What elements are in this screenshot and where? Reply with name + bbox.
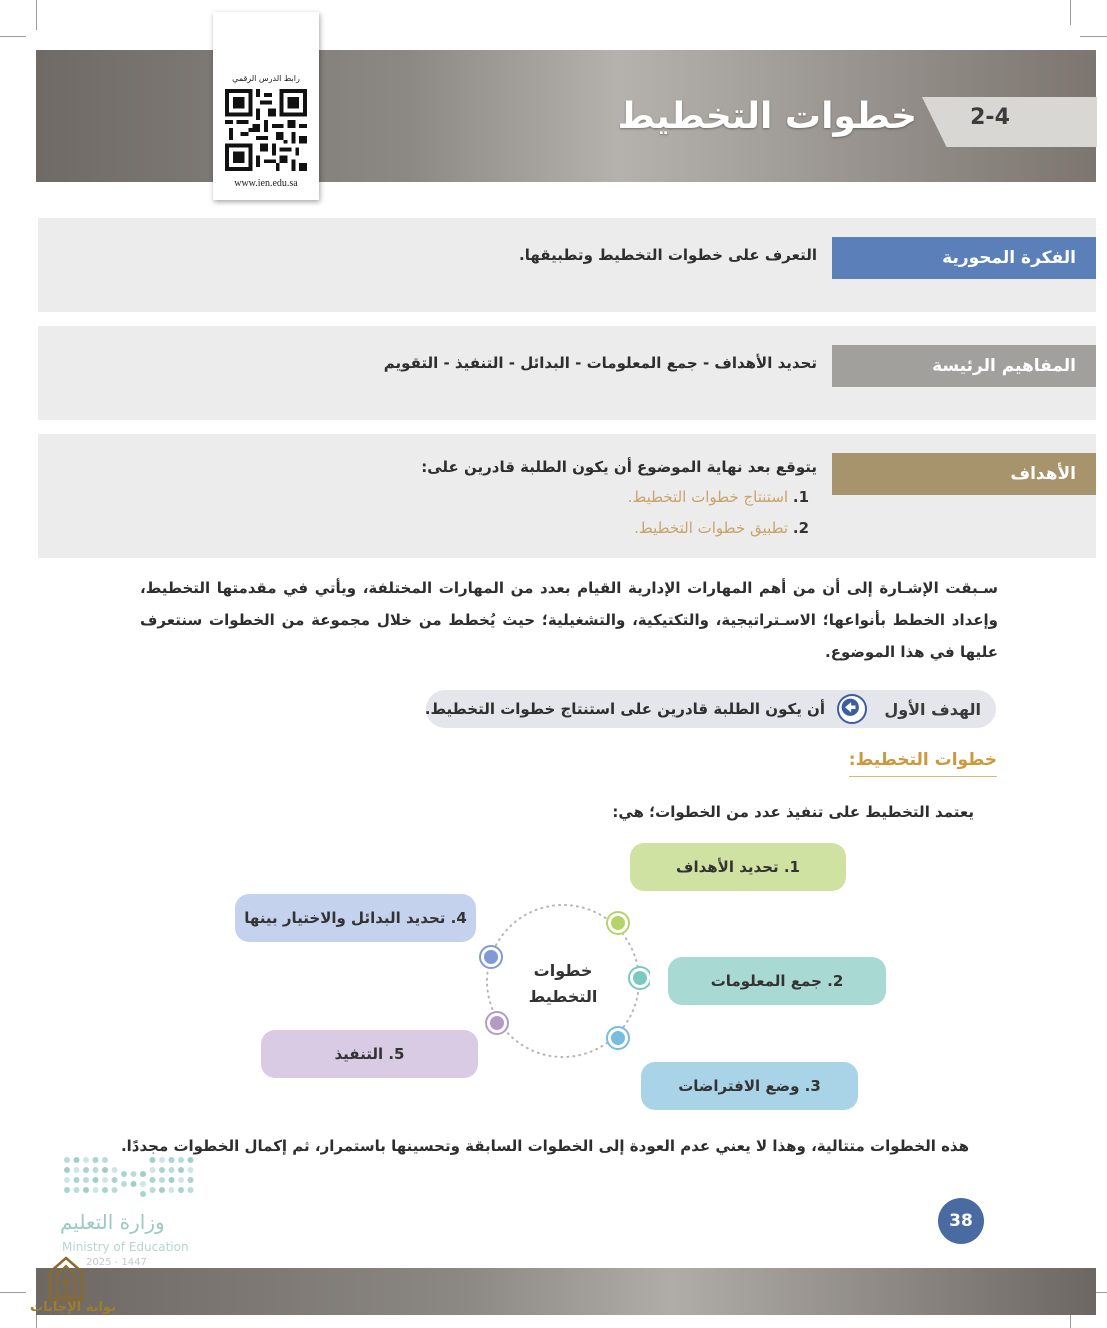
logo-dot <box>188 1157 194 1163</box>
logo-dot <box>64 1167 70 1173</box>
step-connector-dot-center <box>484 950 498 964</box>
qr-card[interactable] <box>213 12 319 200</box>
logo-dot <box>93 1157 99 1163</box>
qr-caption: رابط الدرس الرقمي <box>232 74 300 83</box>
footer-banner <box>36 1268 1096 1315</box>
steps-intro: يعتمد التخطيط على تنفيذ عدد من الخطوات؛ هي: <box>612 803 974 821</box>
lesson-title: خطوات التخطيط <box>617 96 917 137</box>
objective-text: تطبيق خطوات التخطيط. <box>634 519 789 537</box>
logo-dot <box>112 1187 118 1193</box>
logo-dot <box>64 1157 70 1163</box>
objectives-label: الأهداف <box>832 453 1096 495</box>
logo-dot <box>169 1167 175 1173</box>
logo-dot <box>93 1177 99 1183</box>
logo-dot <box>140 1181 146 1187</box>
step-identify-alternatives: 4. تحديد البدائل والاختيار بينها <box>235 894 476 942</box>
objective-item <box>634 519 809 537</box>
key-concepts-label: المفاهيم الرئيسة <box>832 345 1096 387</box>
logo-dot <box>140 1191 146 1197</box>
goal-label: الهدف الأول <box>884 700 981 719</box>
logo-dot <box>83 1167 89 1173</box>
step-execution: 5. التنفيذ <box>261 1030 478 1078</box>
key-concepts-text: تحديد الأهداف - جمع المعلومات - البدائل - التنفيذ - التقويم <box>383 354 817 372</box>
diagram-center-line1: خطوات <box>533 961 593 980</box>
logo-dot <box>159 1157 165 1163</box>
logo-dot <box>64 1187 70 1193</box>
step-gather-information: 2. جمع المعلومات <box>668 957 886 1005</box>
logo-dot <box>121 1181 127 1187</box>
logo-dot <box>121 1171 127 1177</box>
logo-dot <box>178 1157 184 1163</box>
logo-dot <box>102 1157 108 1163</box>
diagram-center-label <box>515 958 611 1010</box>
logo-dot <box>102 1167 108 1173</box>
step-set-assumptions: 3. وضع الافتراضات <box>641 1062 858 1110</box>
qr-url[interactable]: www.ien.edu.sa <box>234 178 298 189</box>
intro-paragraph: سـبقت الإشـارة إلى أن من أهم المهارات الإدارية القيام بعدد من المهارات المختلفة، ويأتي في مقدمتها التخطيط، وإعداد الخطط بأنواعها؛ الاسـتراتيجية، والتكتيكية، والتشغيلية؛ حيث يُخطط من خلال مجموعة من الخطوات سنتعرف عليها في هذا الموضوع. <box>140 579 998 661</box>
logo-dot <box>93 1167 99 1173</box>
logo-dot <box>64 1177 70 1183</box>
logo-dot <box>178 1177 184 1183</box>
logo-dot <box>188 1187 194 1193</box>
watermark-logo-icon <box>44 1256 88 1302</box>
qr-code-icon[interactable] <box>225 89 307 171</box>
step-connector-dot-center <box>611 1031 625 1045</box>
watermark-text: بوابة الإجابات <box>30 1300 116 1315</box>
logo-dot <box>102 1187 108 1193</box>
objective-item <box>628 488 809 506</box>
logo-dot <box>140 1171 146 1177</box>
logo-dot <box>150 1157 156 1163</box>
logo-dot <box>178 1167 184 1173</box>
logo-dot <box>131 1171 137 1177</box>
logo-dot <box>159 1177 165 1183</box>
logo-dot <box>150 1177 156 1183</box>
logo-dot <box>169 1157 175 1163</box>
logo-dot <box>150 1167 156 1173</box>
central-idea-label: الفكرة المحورية <box>832 237 1096 279</box>
step-set-goals: 1. تحديد الأهداف <box>630 843 846 891</box>
logo-dot <box>159 1187 165 1193</box>
objective-number: 1. <box>792 488 809 506</box>
ministry-name-arabic: وزارة التعليم <box>60 1210 165 1234</box>
logo-dot <box>102 1177 108 1183</box>
objectives-intro: يتوقع بعد نهاية الموضوع أن يكون الطلبة قادرين على: <box>421 458 817 476</box>
logo-dot <box>150 1187 156 1193</box>
step-connector-dot-center <box>490 1016 504 1030</box>
step-connector-dot-center <box>611 916 625 930</box>
goal-text: أن يكون الطلبة قادرين على استنتاج خطوات التخطيط. <box>424 700 825 718</box>
logo-dot <box>112 1167 118 1173</box>
ministry-logo-dots-icon <box>62 1155 198 1199</box>
logo-dot <box>159 1167 165 1173</box>
logo-dot <box>74 1167 80 1173</box>
logo-dot <box>169 1177 175 1183</box>
logo-dot <box>93 1187 99 1193</box>
logo-dot <box>83 1187 89 1193</box>
section-title: خطوات التخطيط: <box>849 750 997 777</box>
objective-number: 2. <box>792 519 809 537</box>
central-idea-text: التعرف على خطوات التخطيط وتطبيقها. <box>519 246 817 264</box>
ministry-name-english: Ministry of Education <box>62 1240 189 1254</box>
logo-dot <box>169 1187 175 1193</box>
logo-dot <box>112 1177 118 1183</box>
logo-dot <box>131 1181 137 1187</box>
logo-dot <box>74 1157 80 1163</box>
diagram-center-line2: التخطيط <box>528 987 598 1006</box>
lesson-number: 2-4 <box>970 105 1010 130</box>
objective-text: استنتاج خطوات التخطيط. <box>627 488 789 506</box>
logo-dot <box>188 1167 194 1173</box>
closing-text: هذه الخطوات متتالية، وهذا لا يعني عدم العودة إلى الخطوات السابقة وتحسينها باستمرار، ثم إكمال الخطوات مجددًا. <box>120 1137 969 1155</box>
arrow-left-icon <box>837 694 867 724</box>
ministry-year: 2025 - 1447 <box>86 1257 147 1268</box>
logo-dot <box>83 1157 89 1163</box>
logo-dot <box>74 1177 80 1183</box>
logo-dot <box>83 1177 89 1183</box>
logo-dot <box>188 1177 194 1183</box>
step-connector-dot-center <box>633 971 647 985</box>
page-number-badge: 38 <box>938 1198 984 1244</box>
logo-dot <box>74 1187 80 1193</box>
logo-dot <box>178 1187 184 1193</box>
